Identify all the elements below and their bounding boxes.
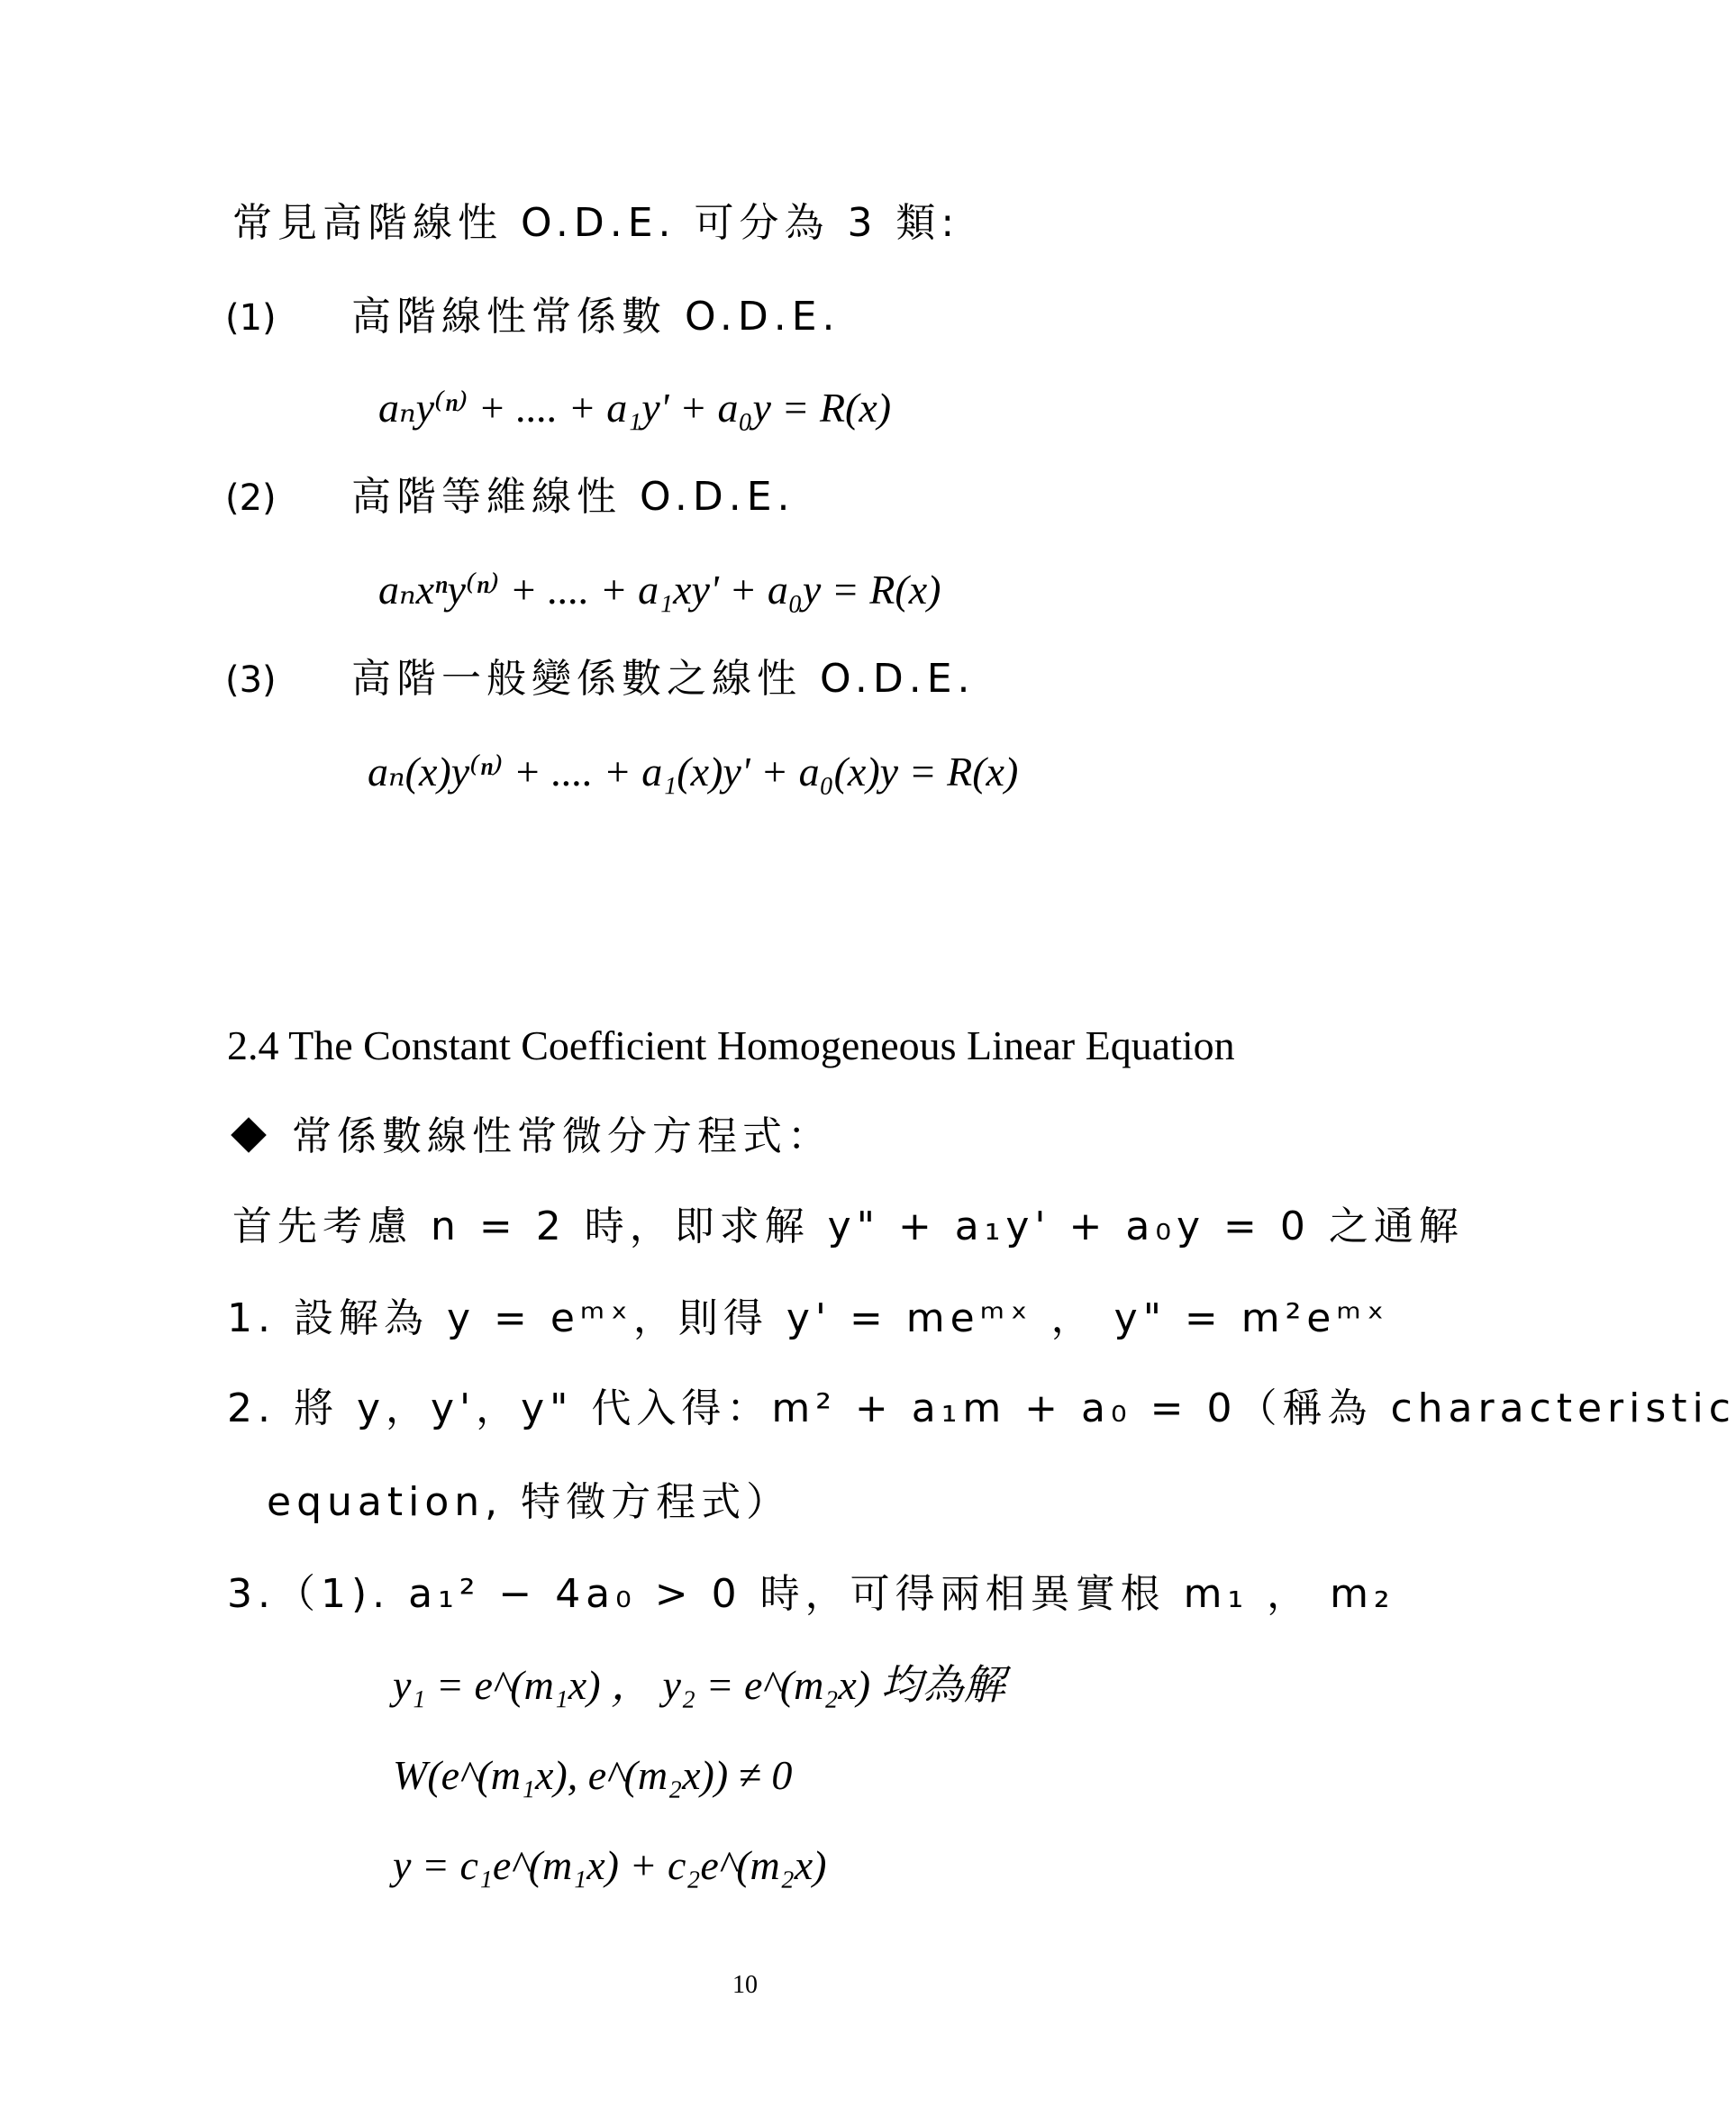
type-2-title: 高階等維線性 O.D.E. [351,474,795,520]
page-number: 10 [732,1971,758,1999]
step-3: 3.（1). a₁² − 4a₀ > 0 時，可得兩相異實根 m₁ ， m₂ [227,1571,1395,1617]
step-1: 1. 設解為 y = eᵐˣ，則得 y' = meᵐˣ ， y" = m²eᵐˣ [227,1295,1390,1341]
consider-text: 首先考慮 n = 2 時，即求解 y" + a₁y' + a₀y = 0 之通解 [232,1203,1464,1249]
type-1-number: (1) [225,297,277,339]
type-3-number: (3) [225,659,277,701]
type-1-title: 高階線性常係數 O.D.E. [351,294,841,340]
type-3-title: 高階一般變係數之線性 O.D.E. [351,656,976,702]
type-2-equation: aₙxⁿy⁽ⁿ⁾ + .... + a₁xy' + a₀y = R(x) [378,567,941,613]
type-3-equation: aₙ(x)y⁽ⁿ⁾ + .... + a₁(x)y' + a₀(x)y = R(x) [368,749,1019,795]
intro-text: 常見高階線性 O.D.E. 可分為 3 類: [232,200,960,246]
bullet-text: 常係數線性常微分方程式： [292,1113,832,1159]
diamond-bullet-icon [231,1117,267,1153]
type-1-equation: aₙy⁽ⁿ⁾ + .... + a₁y' + a₀y = R(x) [378,385,892,431]
step-3-wronskian: W(e^(m₁x), e^(m₂x)) ≠ 0 [393,1752,793,1798]
step-2-line-2: equation, 特徵方程式） [267,1479,792,1525]
bullet-line [236,1113,832,1159]
step-3-equation-1: y₁ = e^(m₁x) ， y₂ = e^(m₂x) 均為解 [393,1662,1005,1708]
step-3-general-solution: y = c₁e^(m₁x) + c₂e^(m₂x) [393,1842,827,1888]
section-heading: 2.4 The Constant Coefficient Homogeneous Linear Equation [227,1022,1235,1068]
type-2-number: (2) [225,477,277,519]
step-2-line-1: 2. 將 y，y'，y" 代入得：m² + a₁m + a₀ = 0（稱為 characteristic [227,1385,1736,1431]
